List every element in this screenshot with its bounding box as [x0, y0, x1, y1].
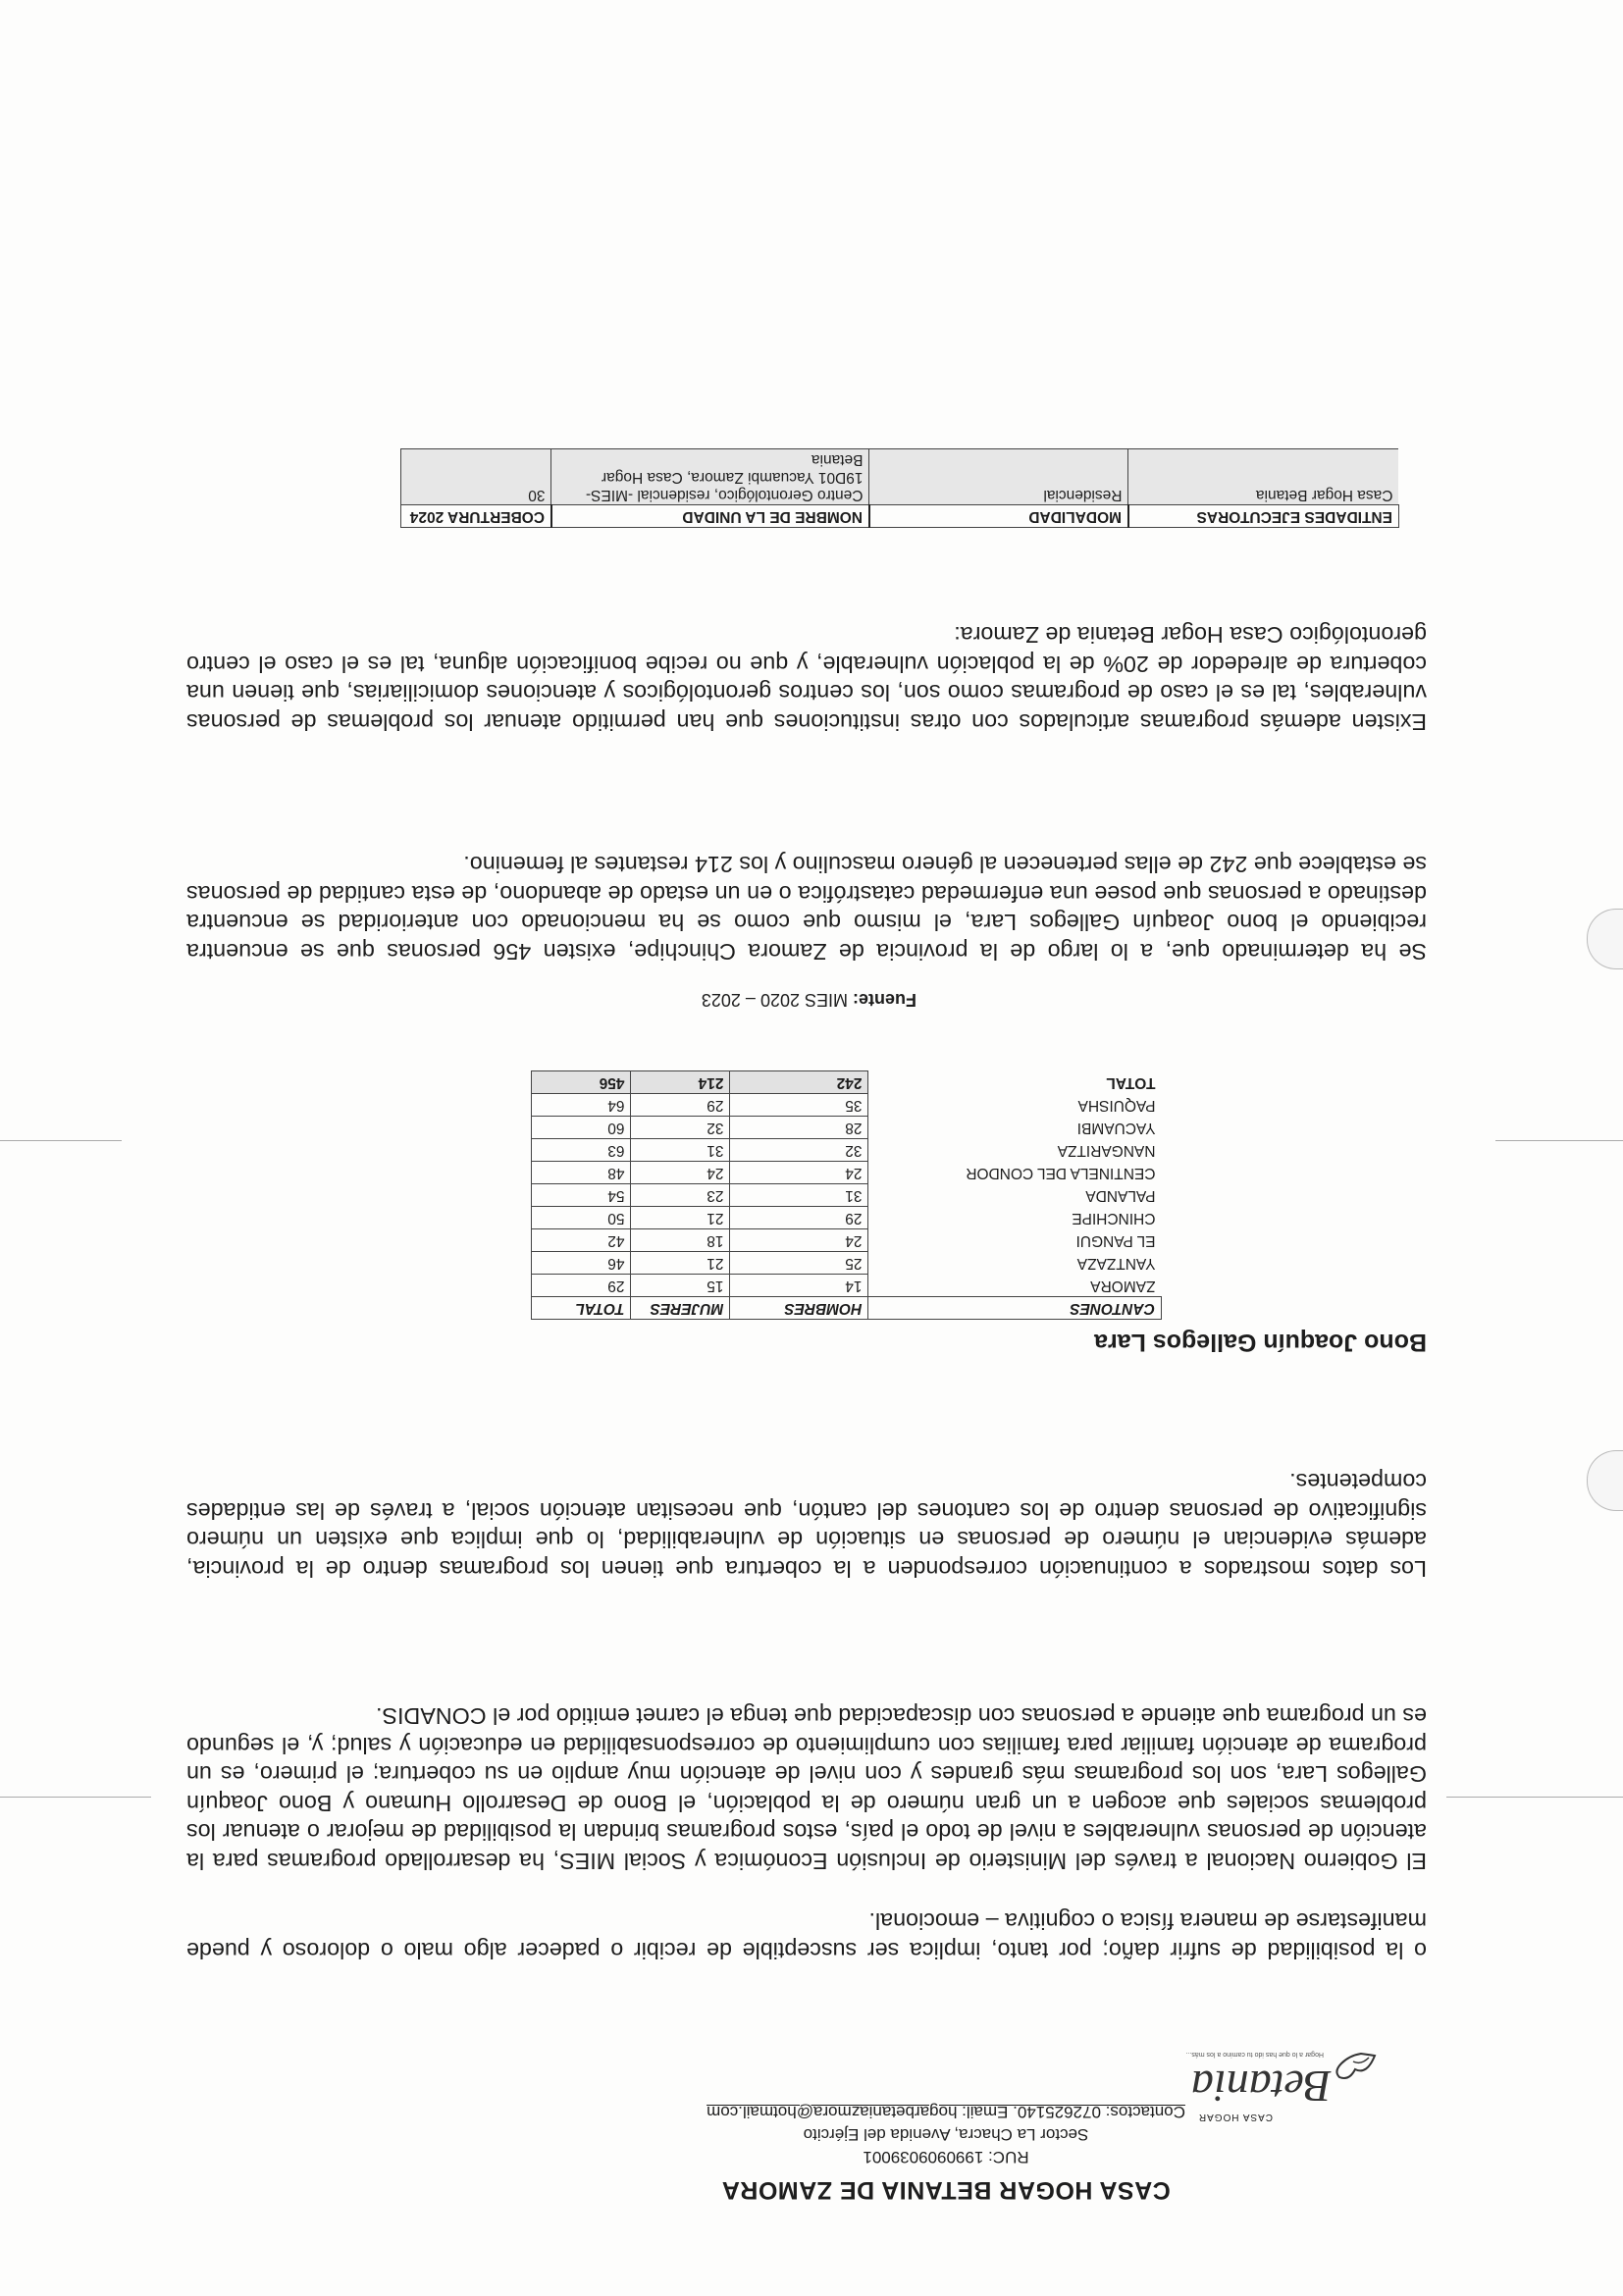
- header-cobertura: COBERTURA 2024: [401, 505, 552, 528]
- punch-hole: [1587, 909, 1623, 969]
- header-nombre-unidad: NOMBRE DE LA UNIDAD: [551, 505, 869, 528]
- table-row: [532, 1207, 1162, 1229]
- cell-mujeres: 21: [631, 1252, 730, 1275]
- cell-canton: PALANDA: [868, 1184, 1162, 1207]
- paragraph-5: Existen además programas articulados con otras instituciones que han permitido atenuar los problemas de personas vulnerables, tal es el caso de programas como son, los centros gerontológicos y atenciones domiciliarias, que tienen una cobertura de alrededor de 20% de la población vulnerable, y que no recibe bonificación alguna, tal es el caso el centro gerontológico Casa Hogar Betania de Zamora:: [186, 622, 1427, 735]
- header-total: TOTAL: [532, 1297, 631, 1320]
- entities-table: [400, 448, 1399, 528]
- total-row: [532, 1071, 1162, 1094]
- cell-total: 60: [532, 1117, 631, 1139]
- cell-canton: NANGARITZA: [868, 1139, 1162, 1162]
- cell-mujeres: 24: [631, 1162, 730, 1184]
- scan-line: [0, 1797, 151, 1798]
- bono-table-header: [532, 1297, 1162, 1320]
- cell-hombres: 24: [730, 1162, 868, 1184]
- cell-mujeres: 32: [631, 1117, 730, 1139]
- hands-icon: [1330, 2046, 1379, 2095]
- table-row: [532, 1162, 1162, 1184]
- cell-hombres: 32: [730, 1139, 868, 1162]
- section-title: Bono Joaquín Gallegos Lara: [1094, 1329, 1427, 1356]
- letterhead-contacts: Contactos: 072625140. Email: hogarbetaniazmora@hotmail.com: [707, 2103, 1185, 2121]
- paragraph-2: El Gobierno Nacional a través del Ministerio de Inclusión Económica y Social MIES, ha desarrollado programas para la atención de personas vulnerables a nivel de todo el país, estos programas brindan la posibilidad de mejorar o atenuar los problemas sociales que acogen a un gran número de la población, el Bono de Desarrollo Humano y Bono Joaquín Gallegos Lara, son los programas más grandes y con nivel de atención muy amplio en su cobertura; el primero, es un programa de atención familiar para familias con cumplimiento de corresponsabilidad en educación y salud; y, el segundo es un programa que atiende a personas con discapacidad que tenga el carnet emitido por el CONADIS.: [186, 1703, 1427, 1874]
- logo-top-text: CASA HOGAR: [1197, 2112, 1273, 2122]
- letterhead-address: Sector La Chacra, Avenida del Ejército: [803, 2125, 1089, 2144]
- logo-tagline: Hogar a lo que has ido tu camino a los más...: [1185, 2051, 1324, 2058]
- cell-total: 64: [532, 1094, 631, 1117]
- cell-mujeres: 31: [631, 1139, 730, 1162]
- header-modalidad: MODALIDAD: [869, 505, 1128, 528]
- cell-canton: ZAMORA: [868, 1275, 1162, 1297]
- cell-cobertura: 30: [401, 449, 552, 505]
- scan-line: [0, 1140, 122, 1141]
- table-row: [532, 1117, 1162, 1139]
- header-cantones: CANTONES: [868, 1297, 1162, 1320]
- cell-unidad: Centro Gerontológico, residencial -MIES- 19D01 Yacuambi Zamora, Casa Hogar Betania: [551, 449, 869, 505]
- table-row: [532, 1229, 1162, 1252]
- cell-hombres: 29: [730, 1207, 868, 1229]
- header-entidades: ENTIDADES EJECUTORAS: [1128, 505, 1399, 528]
- punch-hole: [1587, 1450, 1623, 1511]
- cell-modalidad: Residencial: [869, 449, 1128, 505]
- cell-canton: CENTINELA DEL CONDOR: [868, 1162, 1162, 1184]
- cell-hombres: 31: [730, 1184, 868, 1207]
- cell-mujeres: 15: [631, 1275, 730, 1297]
- cell-total: 63: [532, 1139, 631, 1162]
- cell-total: 50: [532, 1207, 631, 1229]
- cell-canton: YACUAMBI: [868, 1117, 1162, 1139]
- cell-hombres: 28: [730, 1117, 868, 1139]
- cell-canton: EL PANGUI: [868, 1229, 1162, 1252]
- cell-hombres: 14: [730, 1275, 868, 1297]
- cell-canton: YANTZAZA: [868, 1252, 1162, 1275]
- table-row: [532, 1252, 1162, 1275]
- cell-total: 48: [532, 1162, 631, 1184]
- logo-script: Betania: [1190, 2061, 1332, 2112]
- header-hombres: HOMBRES: [730, 1297, 868, 1320]
- table-row: [532, 1139, 1162, 1162]
- cell-total-mujeres: 214: [631, 1071, 730, 1094]
- header-mujeres: MUJERES: [631, 1297, 730, 1320]
- cell-total: 54: [532, 1184, 631, 1207]
- source-text: MIES 2020 – 2023: [701, 990, 848, 1010]
- letterhead-title: CASA HOGAR BETANIA DE ZAMORA: [721, 2176, 1171, 2204]
- cell-total-hombres: 242: [730, 1071, 868, 1094]
- cell-total: 42: [532, 1229, 631, 1252]
- scan-line: [1495, 1140, 1623, 1141]
- paragraph-1: o la posibilidad de sufrir daño; por tanto, implica ser susceptible de recibir o padecer algo malo o doloroso y puede manifestarse de manera física o cognitiva – emocional.: [186, 1908, 1427, 1963]
- scan-line: [1446, 1797, 1623, 1798]
- table-row: [532, 1094, 1162, 1117]
- letterhead-ruc: RUC: 1990909039001: [863, 2148, 1029, 2166]
- cell-canton: CHINCHIPE: [868, 1207, 1162, 1229]
- entities-table-header: [401, 505, 1399, 528]
- cell-mujeres: 18: [631, 1229, 730, 1252]
- cell-hombres: 35: [730, 1094, 868, 1117]
- cell-entidad: Casa Hogar Betania: [1128, 449, 1399, 505]
- cell-mujeres: 29: [631, 1094, 730, 1117]
- table-row: [401, 449, 1399, 505]
- cell-total-label: TOTAL: [868, 1071, 1162, 1094]
- table-source: [702, 989, 916, 1010]
- paragraph-3: Los datos mostrados a continuación corresponden a la cobertura que tienen los programas dentro de la provincia, además evidencian el número de personas en situación de vulnerabilidad, lo que implica que existen un número significativo de personas dentro de los cantones del cantón, que necesitan atención social, a través de las entidades competentes.: [186, 1469, 1427, 1582]
- bono-table: [532, 1070, 1163, 1320]
- cell-total-total: 456: [532, 1071, 631, 1094]
- cell-total: 46: [532, 1252, 631, 1275]
- table-row: [532, 1184, 1162, 1207]
- paragraph-4: Se ha determinado que, a lo largo de la provincia de Zamora Chinchipe, existen 456 personas que se encuentra recibiendo el bono Joaquín Gallegos Lara, el mismo que como se ha mencionado con anterioridad se encuentra destinado a personas que posee una enfermedad catastrófica o en un estado de abandono, de esta cantidad de personas se establece que 242 de ellas pertenecen al género masculino y los 214 restantes al femenino.: [186, 852, 1427, 965]
- cell-hombres: 25: [730, 1252, 868, 1275]
- cell-total: 29: [532, 1275, 631, 1297]
- source-label: Fuente:: [853, 990, 916, 1010]
- cell-mujeres: 21: [631, 1207, 730, 1229]
- table-row: [532, 1275, 1162, 1297]
- cell-mujeres: 23: [631, 1184, 730, 1207]
- cell-hombres: 24: [730, 1229, 868, 1252]
- cell-canton: PAQUISHA: [868, 1094, 1162, 1117]
